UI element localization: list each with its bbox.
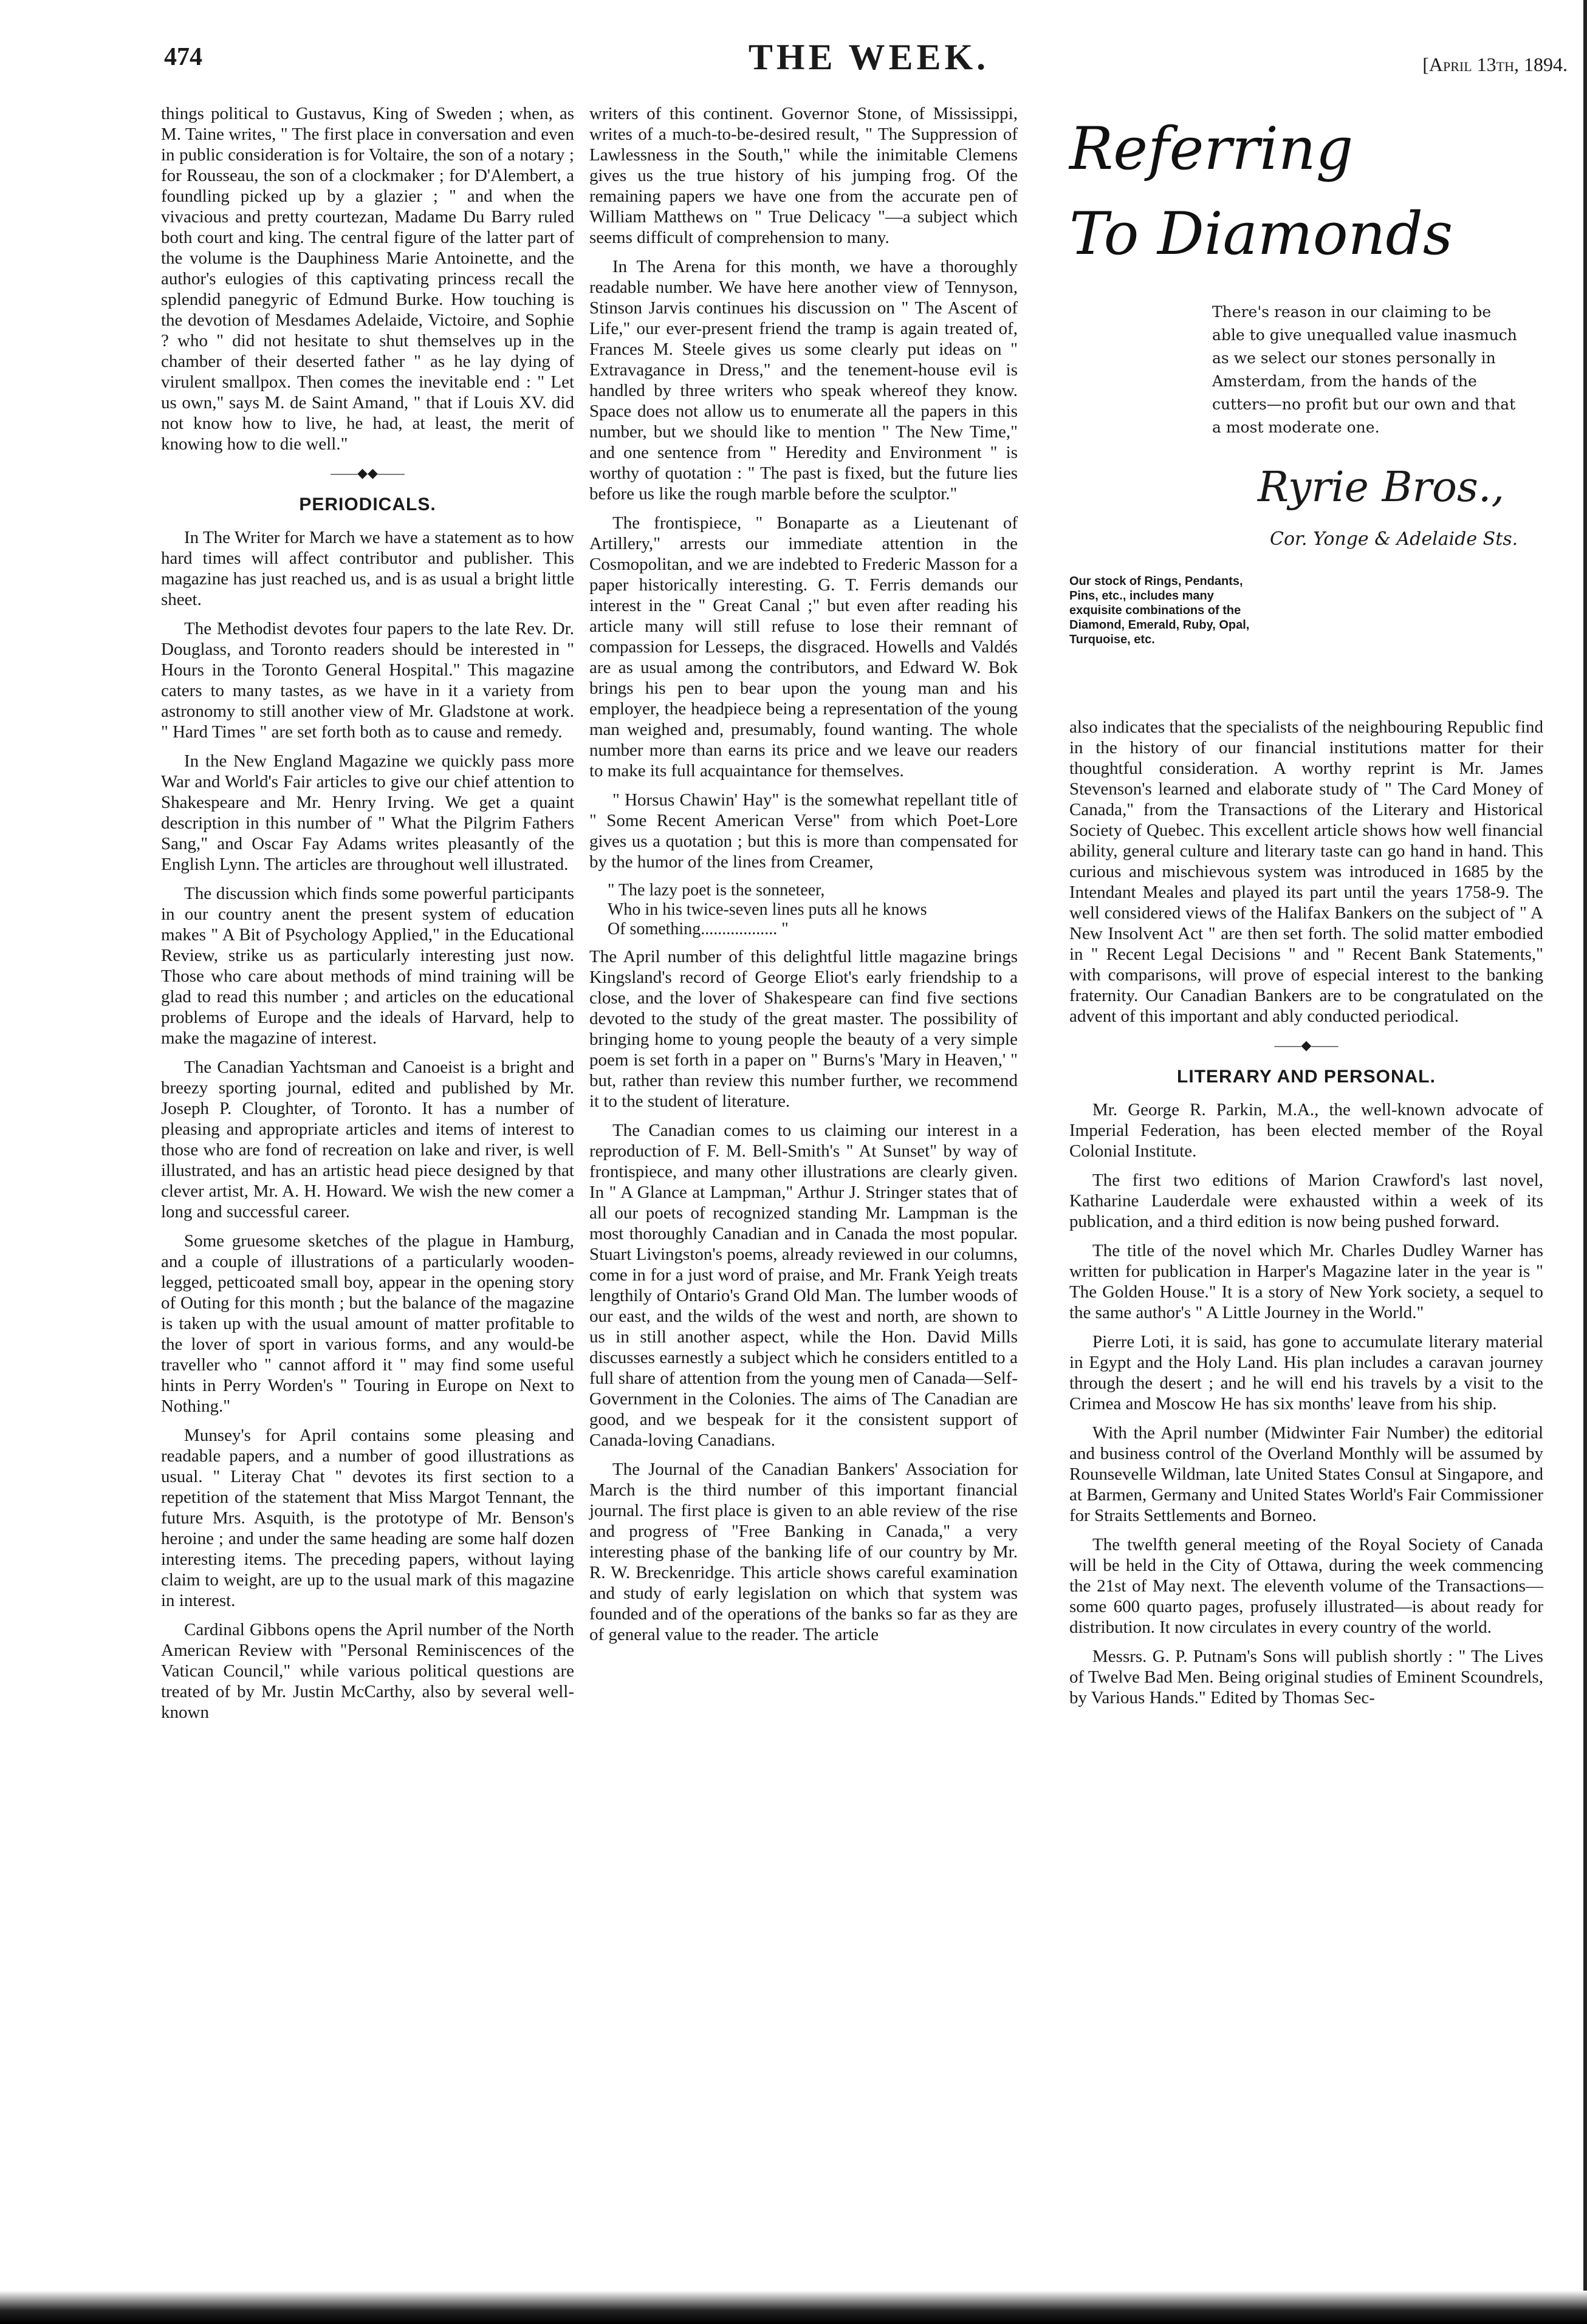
scan-bottom-edge — [0, 2291, 1587, 2324]
paragraph: Some gruesome sketches of the plague in Hamburg, and a couple of illustrations of a particularly wooden-legged, petticoated small boy, appear in the opening story of Outing for this month ; but the balance of the magazine is taken up with the usual amount of matter profitable to the lover of sport in various forms, and any would-be traveller who " cannot afford it " may find some useful hints in Perry Worden's " Touring in Europe on Next to Nothing." — [161, 1231, 574, 1416]
ad-title: To Diamonds — [1069, 200, 1453, 268]
poem-quote — [608, 881, 1018, 939]
paragraph: Pierre Loti, it is said, has gone to accumulate literary material in Egypt and the Holy Land. His plan includes a caravan journey through the desert ; and he will end his travels by a visit to the Crimea and Moscow He has six months' leave from his ship. — [1069, 1332, 1543, 1413]
page-number: 474 — [164, 43, 202, 71]
paragraph: writers of this continent. Governor Stone, of Mississippi, writes of a much-to-be-desired result, " The Suppression of Lawlessness in the South," while the inimitable Clemens gives us the true history of his jumping frog. Of the remaining papers we have one from the accurate pen of William Matthews on " True Delicacy "—a subject which seems difficult of comprehension to many. — [589, 104, 1018, 247]
paragraph: Messrs. G. P. Putnam's Sons will publish shortly : " The Lives of Twelve Bad Men. Being original studies of Eminent Scoundrels, by Various Hands." Edited by Thomas Sec- — [1069, 1647, 1543, 1707]
ad-title: Referring — [1069, 115, 1354, 183]
paragraph: Mr. George R. Parkin, M.A., the well-known advocate of Imperial Federation, has been elected member of the Royal Colonial Institute. — [1069, 1100, 1543, 1161]
paragraph: The twelfth general meeting of the Royal Society of Canada will be held in the City of Ottawa, during the week commencing the 21st of May next. The eleventh volume of the Transactions—some 600 quarto pages, profusely illustrated—is about ready for distribution. It now circulates in every country of the world. — [1069, 1535, 1543, 1637]
column-3 — [1069, 717, 1543, 1717]
paragraph: The frontispiece, " Bonaparte as a Lieutenant of Artillery," arrests our immediate attention in the Cosmopolitan, and we are indebted to Frederic Masson for a paper historically interesting. G. T. Ferris demands our interest in the " Great Canal ;" but even after reading his article many will still refuse to lose their remnant of compassion for Lesseps, the disgraced. Howells and Valdés are as usual among the contributors, and Edward W. Bok brings his pen to bear upon the young man and his employer, the headpiece being a representation of the young man weighed and, presumably, found wanting. The whole number more than earns its price and we leave our readers to make its full acquaintance for themselves. — [589, 513, 1018, 781]
paragraph: things political to Gustavus, King of Sweden ; when, as M. Taine writes, " The first place in conversation and even in public consideration is for Voltaire, the son of a notary ; for Rousseau, the son of a clockmaker ; for D'Alembert, a foundling picked up by a glazier ; " and when the vivacious and pretty courtezan, Madame Du Barry ruled both court and king. The central figure of the latter part of the volume is the Dauphiness Marie Antoinette, and the author's eulogies of this captivating princess recall the splendid panegyric of Edmund Burke. How touching is the devotion of Mesdames Adelaide, Victoire, and Sophie ? who " did not hesitate to shut themselves up in the chamber of their deserted father " as he lay dying of virulent smallpox. Then comes the inevitable end : " Let us own," says M. de Saint Amand, " that if Louis XV. did not know how to live, he had, at least, the merit of knowing how to die well." — [161, 104, 574, 454]
diamond-advertisement — [1069, 106, 1543, 708]
section-heading-periodicals: PERIODICALS. — [299, 494, 436, 514]
ornament-divider: ——◆◆—— — [331, 465, 405, 480]
paragraph: " Horsus Chawin' Hay" is the somewhat repellant title of " Some Recent American Verse" from which Poet-Lore gives us a quotation ; but this is more than compensated for by the humor of the lines from Creamer, — [589, 790, 1018, 872]
section-heading-literary: LITERARY AND PERSONAL. — [1177, 1067, 1436, 1087]
ad-address: Cor. Yonge & Adelaide Sts. — [1270, 528, 1518, 550]
poem-line: " The lazy poet is the sonneteer, — [608, 881, 825, 900]
paragraph: also indicates that the specialists of the neighbouring Republic find in the history of our financial institutions matter for their thoughtful consideration. A worthy reprint is Mr. James Stevenson's learned and elaborate study of " The Card Money of Canada," from the Transactions of the Literary and Historical Society of Quebec. This excellent article shows how well financial ability, general culture and literary taste can go hand in hand. This curious and mischievous system was introduced in 1685 by the Intendant Meales and played its part until the years 1758-9. The well considered views of the Halifax Bankers on the subject of " A New Insolvent Act " are then set forth. The solid matter embodied in " Recent Legal Decisions " and " Recent Bank Statements," with comparisons, will prove of especial interest to the banking fraternity. Our Canadian Bankers are to be congratulated on the advent of this important and ably conducted periodical. — [1069, 717, 1543, 1026]
ornament-divider: ——◆—— — [1274, 1037, 1338, 1053]
poem-line: Who in his twice-seven lines puts all he knows — [608, 900, 927, 919]
paragraph: The discussion which finds some powerful participants in our country anent the present system of education makes " A Bit of Psychology Applied," in the Educational Review, strike us as particularly interesting just now. Those who care about methods of mind training will be glad to read this number ; and articles on the educational problems of Europe and the ideals of Harvard, help to make the magazine of interest. — [161, 884, 574, 1048]
column-2 — [589, 103, 1018, 1653]
ad-stock-note: Our stock of Rings, Pendants, Pins, etc., includes many exquisite combinations of the Diamond, Emerald, Ruby, Opal, Turquoise, etc. — [1069, 575, 1250, 646]
page-edge — [1583, 0, 1587, 2324]
paragraph: In The Writer for March we have a statement as to how hard times will affect contributor and publisher. This magazine has just reached us, and is as usual a bright little sheet. — [161, 528, 574, 609]
paragraph: With the April number (Midwinter Fair Number) the editorial and business control of the Overland Monthly will be assumed by Rounsevelle Wildman, late United States Consul at Singapore, and at Barmen, Germany and United States World's Fair Commissioner for Straits Settlements and Borneo. — [1069, 1423, 1543, 1525]
paragraph: In the New England Magazine we quickly pass more War and World's Fair articles to give our chief attention to Shakespeare and Mr. Henry Irving. We get a quaint description in this number of " What the Pilgrim Fathers Sang," and Oscar Fay Adams writes pleasantly of the English Lynn. The articles are throughout well illustrated. — [161, 751, 574, 874]
poem-line: Of something.................. " — [608, 920, 789, 938]
paragraph: Cardinal Gibbons opens the April number of the North American Review with "Personal Reminiscences of the Vatican Council," while various political questions are treated of by Mr. Justin McCarthy, also by several well-known — [161, 1620, 574, 1722]
paragraph: The Methodist devotes four papers to the late Rev. Dr. Douglass, and Toronto readers should be interested in " Hours in the Toronto General Hospital." This magazine caters to many tastes, as we have in it a variety from astronomy to still another view of Mr. Gladstone at work. " Hard Times " are set forth both as to cause and remedy. — [161, 619, 574, 742]
masthead-title: THE WEEK. — [748, 37, 990, 77]
paragraph: The Journal of the Canadian Bankers' Association for March is the third number of this important financial journal. The first place is given to an able review of the rise and progress of "Free Banking in Canada," a very interesting phase of the banking life of our country by Mr. R. W. Breckenridge. This article shows careful examination and study of early legislation on which that system was founded and of the operations of the banks so far as they are of general value to the reader. The article — [589, 1460, 1018, 1644]
paragraph: The April number of this delightful little magazine brings Kingsland's record of George Eliot's early friendship to a close, and the lover of Shakespeare can find five sections devoted to the study of the great master. The possibility of bringing home to young people the beauty of a very simple poem is set forth in a paper on " Burns's 'Mary in Heaven,' " but, rather than review this number further, we recommend it to the student of literature. — [589, 947, 1018, 1111]
paragraph: In The Arena for this month, we have a thoroughly readable number. We have here another view of Tennyson, Stinson Jarvis continues his discussion on " The Ascent of Life," our ever-present friend the tramp is again treated of, Frances M. Steele gives us some clearly put ideas on " Extravagance in Dress," and the tenement-house evil is handled by three writers who speak whereof they know. Space does not allow us to enumerate all the papers in this number, but we should like to mention " The New Time," and one sentence from " Heredity and Environment " is worthy of quotation : " The past is fixed, but the future lies before us like the rough marble before the sculptor." — [589, 257, 1018, 504]
ad-brand: Ryrie Bros., — [1258, 463, 1505, 511]
page-header — [158, 30, 1580, 91]
paragraph: The Canadian Yachtsman and Canoeist is a bright and breezy sporting journal, edited and published by Mr. Joseph P. Cloughter, of Toronto. It has a number of pleasing and appropriate articles and items of interest to those who are fond of recreation on lake and river, is well illustrated, and has an artistic head piece designed by that clever artist, Mr. A. H. Howard. We wish the new comer a long and successful career. — [161, 1058, 574, 1222]
paragraph: The first two editions of Marion Crawford's last novel, Katharine Lauderdale were exhausted within a week of its publication, and a third edition is now being pushed forward. — [1069, 1171, 1543, 1231]
paragraph: The Canadian comes to us claiming our interest in a reproduction of F. M. Bell-Smith's " At Sunset" by way of frontispiece, and many other illustrations are clearly given. In " A Glance at Lampman," Arthur J. Stringer states that of all our poets of recognized standing Mr. Lampman is the most thoroughly Canadian and in Canada the most popular. Stuart Livingston's poems, already reviewed in our columns, come in for a just word of praise, and Mr. Frank Yeigh treats lengthily of Ontario's Grand Old Man. The lumber woods of our east, and the wilds of the west and north, are shown to us in still another aspect, while the Hon. David Mills discusses earnestly a subject which he considers entitled to a full share of attention from the young men of Canada—Self-Government in the Colonies. The aims of The Canadian are good, and we bespeak for it the consistent support of Canada-loving Canadians. — [589, 1121, 1018, 1450]
column-1 — [161, 103, 574, 1731]
paragraph: Munsey's for April contains some pleasing and readable papers, and a number of good illustrations as usual. " Literay Chat " devotes its first section to a repetition of the statement that Miss Margot Tennant, the future Mrs. Asquith, is the prototype of Mr. Benson's heroine ; and under the same heading are some half dozen interesting items. The preceding papers, without laying claim to weight, are up to the usual mark of this magazine in interest. — [161, 1426, 574, 1610]
issue-date: [April 13th, 1894. — [1422, 53, 1568, 75]
ad-body: There's reason in our claiming to be able to give unequalled value inasmuch as we select our stones personally in Amsterdam, from the hands of the cutters—no profit but our own and that a most moderate one. — [1212, 303, 1517, 436]
paragraph: The title of the novel which Mr. Charles Dudley Warner has written for publication in Harper's Magazine later in the year is " The Golden House." It is a story of New York society, a sequel to the same author's " A Little Journey in the World." — [1069, 1241, 1543, 1322]
